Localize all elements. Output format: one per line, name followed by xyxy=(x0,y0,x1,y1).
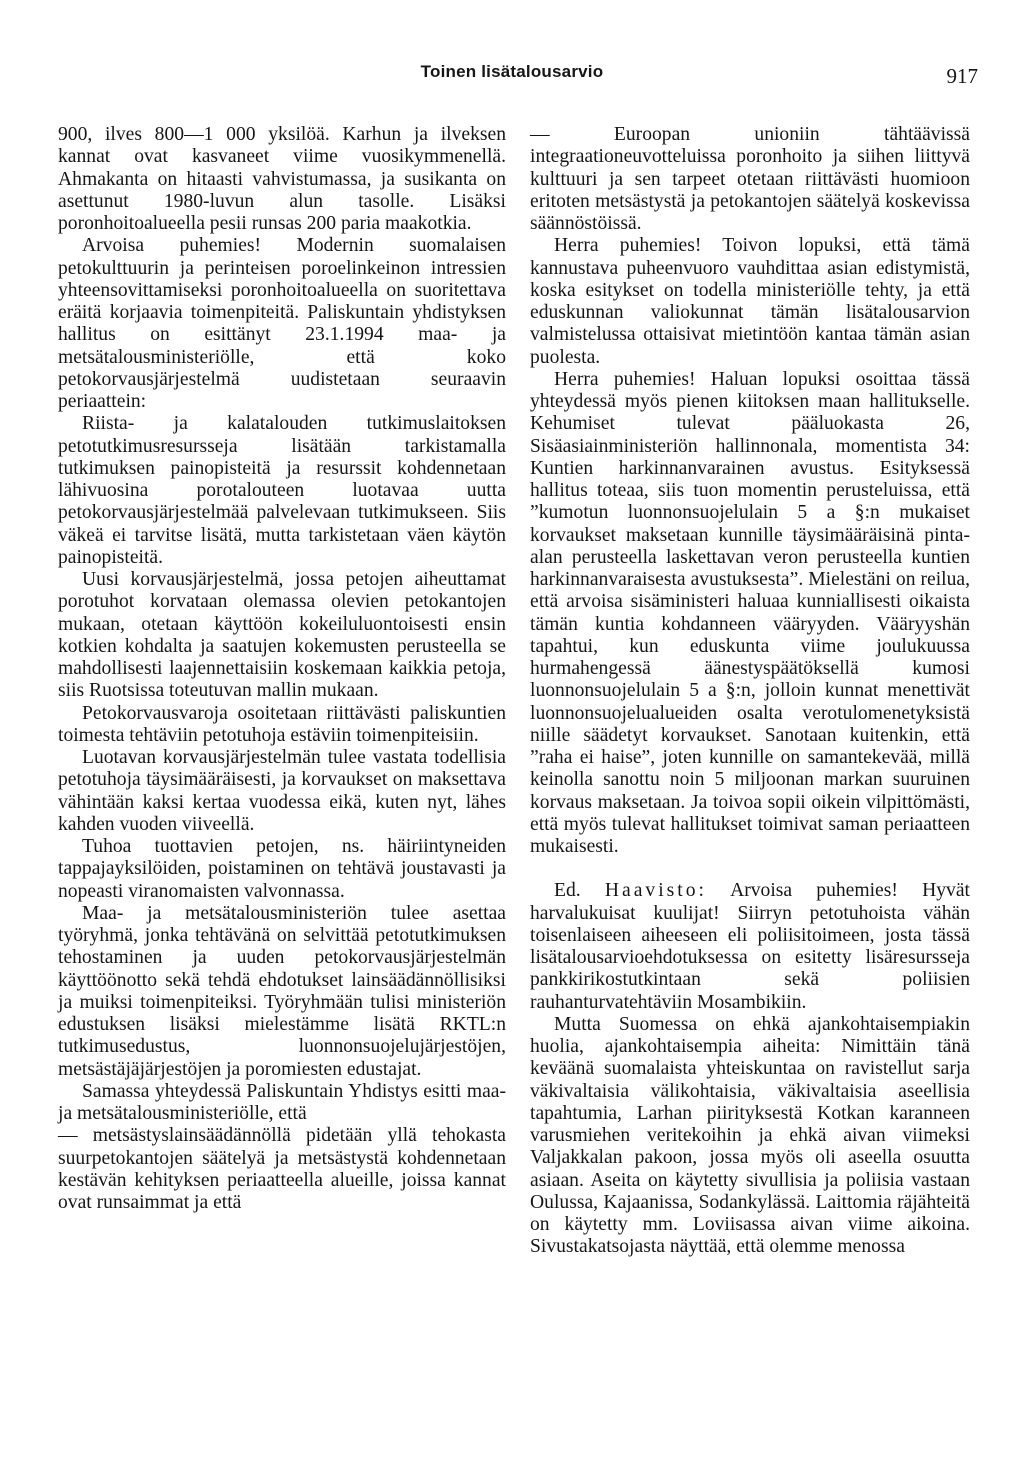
paragraph: 900, ilves 800—1 000 yksilöä. Karhun ja ilveksen kannat ovat kasvaneet viime vuosikymmenellä. Ahmakanta on hitaasti vahvistumassa, ja susikanta on asettunut 1980-luvun alun tasolle. Lisäksi poronhoitoalueella pesii runsas 200 paria maakotkia. xyxy=(58,124,506,234)
paragraph: Uusi korvausjärjestelmä, jossa petojen aiheuttamat porotuhot korvataan olemassa olevien petokantojen mukaan, otetaan käyttöön kokeiluluontoisesti ensin kotkien kohdalta ja saatujen kokemusten perusteella se mahdollisesti laajennettaisiin koskemaan kaikkia petoja, siis Ruotsissa toteutuvan mallin mukaan. xyxy=(58,569,506,702)
page-number: 917 xyxy=(946,64,978,88)
paragraph: Riista- ja kalatalouden tutkimuslaitoksen petotutkimusresursseja lisätään tarkistamalla tutkimuksen painopisteitä ja resurssit kohdennetaan lähivuosina porotalouteen luotavaa uutta petokorvausjärjestelmää palvelevaan tutkimukseen. Siis väkeä ei tarvitse lisätä, mutta tarkistetaan väen käytön painopisteitä. xyxy=(58,413,506,568)
dash-list-item: — metsästyslainsäädännöllä pidetään yllä tehokasta suurpetokantojen säätelyä ja metsästystä kohdennetaan kestävän kehityksen periaatteella alueille, joissa kannat ovat runsaimmat ja että xyxy=(58,1125,506,1213)
speech-text: Arvoisa puhemies! Hyvät harvalukuisat kuulijat! Siirryn petotuhoista vähän toisenlaiseen aiheeseen eli poliisitoimeen, josta tässä lisätalousarvioehdotuksessa on esitetty lisäresursseja pankkirikostutkintaan sekä poliisien rauhanturvatehtäviin Mosambikiin. xyxy=(530,880,970,1013)
paragraph: Samassa yhteydessä Paliskuntain Yhdistys esitti maa- ja metsätalousministeriölle, että xyxy=(58,1080,506,1124)
paragraph: Luotavan korvausjärjestelmän tulee vastata todellisia petotuhoja täysimääräisesti, ja korvaukset on maksettava vähintään kaksi kertaa vuodessa eikä, kuten nyt, lähes kahden vuoden viiveellä. xyxy=(58,747,506,835)
paragraph: Petokorvausvaroja osoitetaan riittävästi paliskuntien toimesta tehtäviin petotuhoja estäviin toimenpiteisiin. xyxy=(58,702,506,746)
speaker-name: Haavisto: xyxy=(604,880,707,902)
speaker-paragraph xyxy=(530,880,970,1014)
paragraph: Maa- ja metsätalousministeriön tulee asettaa työryhmä, jonka tehtävänä on selvittää petotutkimuksen tehostaminen ja uuden petokorvausjärjestelmän käyttöönotto sekä tehdä ehdotukset lainsäädännöllisiksi ja muiksi toimenpiteiksi. Työryhmään tulisi ministeriön edustuksen lisäksi mielestämme lisätä RKTL:n tutkimusedustus, luonnonsuojelujärjestöjen, metsästäjäjärjestöjen ja poromiesten edustajat. xyxy=(58,902,506,1080)
speaker-prefix: Ed. xyxy=(554,880,581,902)
paragraph: Herra puhemies! Haluan lopuksi osoittaa tässä yhteydessä myös pienen kiitoksen maan hallitukselle. Kehumiset tulevat pääluokasta 26, Sisäasiainministeriön hallinnonala, momentista 34: Kuntien harkinnanvarainen avustus. Esityksessä hallitus toteaa, siis tuon momentin perusteluissa, että ”kumotun luonnonsuojelulain 5 a §:n mukaiset korvaukset maksetaan kunnille täysimääräisinä pinta-alan perusteella laskettavan veron perusteella kuntien harkinnanvaraisesta avustuksesta”. Mielestäni on reilua, että arvoisa sisäministeri haluaa kunniallisesti oikaista tämän kuntia kohdanneen vääryyden. Vääryyshän tapahtui, kun eduskunta viime joulukuussa hurmahengessä äänestyspäätöksellä kumosi luonnonsuojelulain 5 a §:n, jolloin kunnat menettivät luonnonsuojelualueiden osalta verotulomenetyksistä niille säädetyt korvaukset. Sanotaan kuitenkin, että ”raha ei haise”, joten kunnille on samantekevää, millä keinolla sanottu noin 5 miljoonan markan suuruinen korvaus maksetaan. Ja toivoa sopii oikein vilpittömästi, että myös tulevat hallitukset toimivat saman periaatteen mukaisesti. xyxy=(530,368,970,857)
paragraph: Mutta Suomessa on ehkä ajankohtaisempiakin huolia, ajankohtaisempia aiheita: Nimittäin tänä keväänä suomalaista yhteiskuntaa on ravistellut sarja väkivaltaisia välikohtaisia, väkivaltaisia aseellisia tapahtumia, Larhan piirityksestä Kotkan karanneen varusmiehen veritekoihin ja ehkä aivan viimeksi Valjakkalan pakoon, jossa myös oli aseella osuutta asiaan. Aseita on käytetty sivullisia ja poliisia vastaan Oulussa, Kajaanissa, Sodankylässä. Laittomia räjähteitä on käytetty mm. Loviisassa aivan viime aikoina. Sivustakatsojasta näyttää, että olemme menossa xyxy=(530,1013,970,1258)
running-head: Toinen lisätalousarvio xyxy=(420,62,604,81)
dash-list-item: — Euroopan unioniin tähtäävissä integraationeuvotteluissa poronhoito ja siihen liittyvä kulttuuri ja sen tarpeet otetaan riittävästi huomioon eritoten metsästystä ja petokantojen säätelyä koskevissa säännöstöissä. xyxy=(530,124,970,234)
paragraph: Tuhoa tuottavien petojen, ns. häiriintyneiden tappajayksilöiden, poistaminen on tehtävä joustavasti ja nopeasti viranomaisten valvonnassa. xyxy=(58,836,506,902)
paragraph: Arvoisa puhemies! Modernin suomalaisen petokulttuurin ja perinteisen poroelinkeinon intressien yhteensovittamiseksi poronhoitoalueella on suoritettava eräitä korjaavia toimenpiteitä. Paliskuntain yhdistyksen hallitus on esittänyt 23.1.1994 maa- ja metsätalousministeriölle, että koko petokorvausjärjestelmä uudistetaan seuraavin periaattein: xyxy=(58,235,506,412)
paragraph: Herra puhemies! Toivon lopuksi, että tämä kannustava puheenvuoro vauhdittaa asian edistymistä, koska esitykset on todella ministeriölle tehty, ja että eduskunnan valiokunnat tämän lisätalousarvion valmistelussa ottaisivat mietintöön kantaa tämän asian puolesta. xyxy=(530,235,970,368)
left-column xyxy=(58,124,506,1214)
right-column xyxy=(530,124,970,1259)
